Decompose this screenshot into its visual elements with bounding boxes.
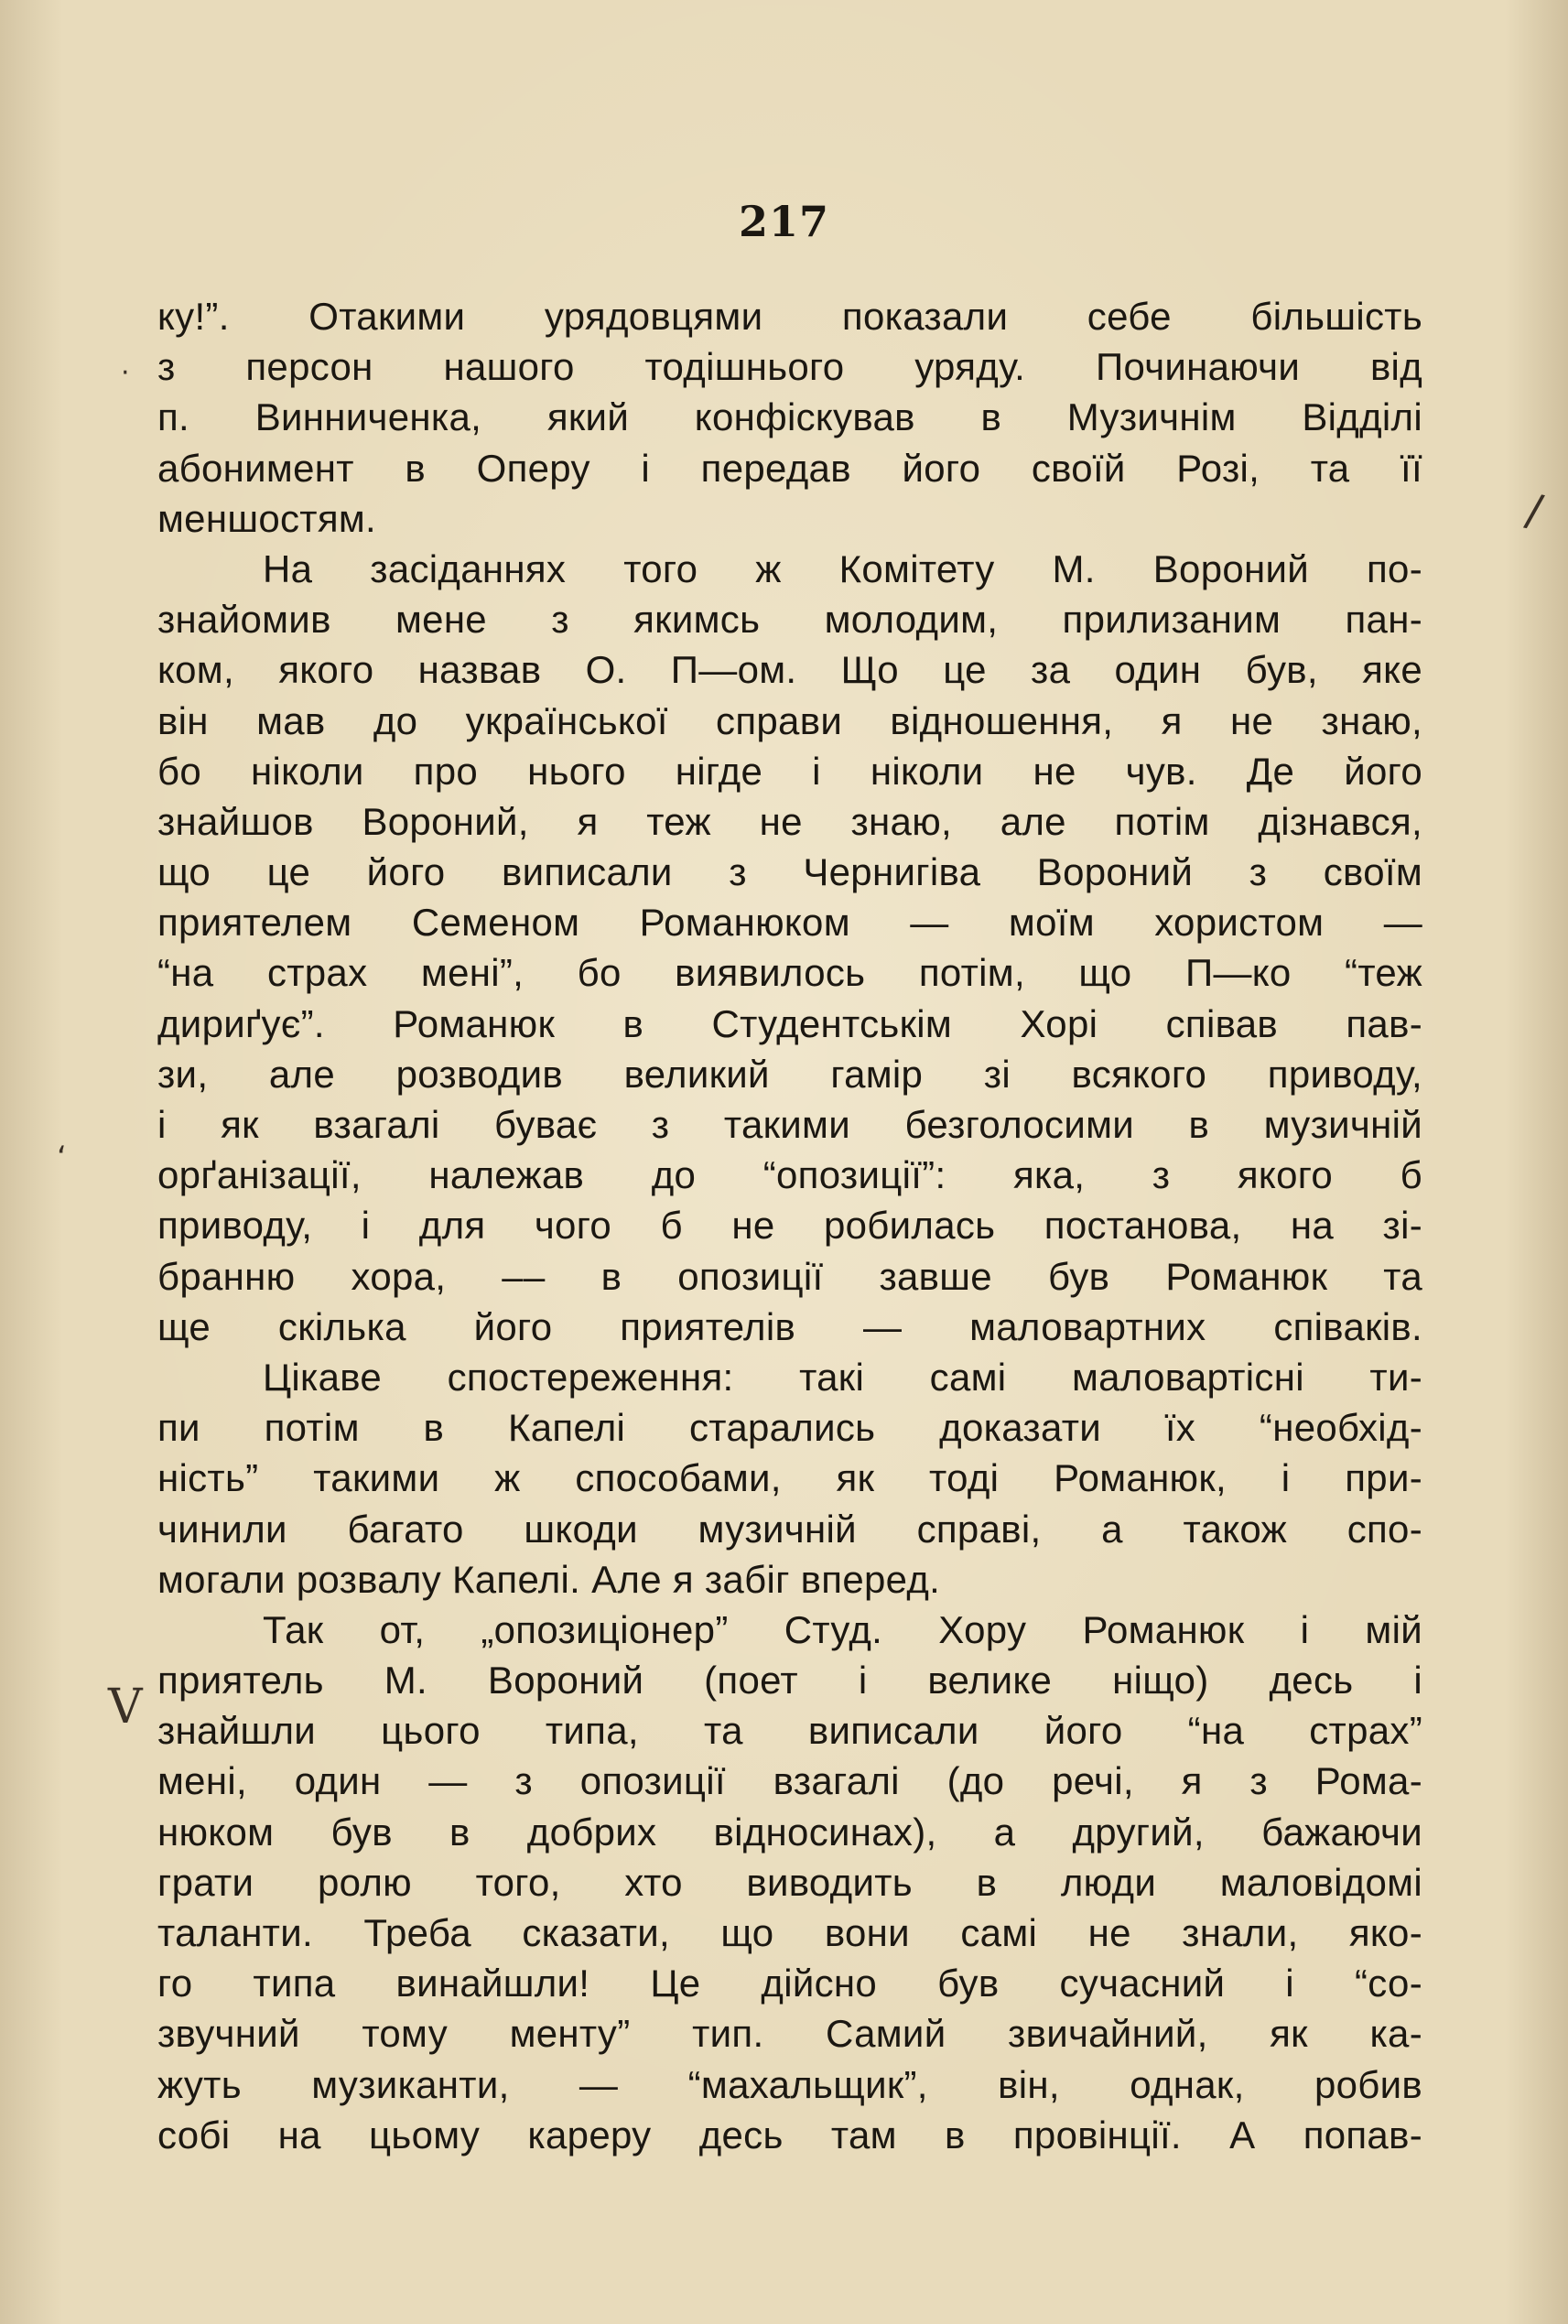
margin-slash-mark: / (1521, 483, 1547, 538)
text-line: приятелем Семеном Романюком — моїм хористом — (157, 901, 1422, 945)
text-line: мені, один — з опозиції взагалі (до речі, я з Рома- (157, 1759, 1422, 1803)
paragraph-start-line: Цікаве спостереження: такі самі маловартісні ти- (263, 1355, 1422, 1399)
text-line: знайомив мене з якимсь молодим, прилизаним пан- (157, 598, 1422, 642)
text-line: знайшов Вороний, я теж не знаю, але потім дізнався, (157, 799, 1422, 843)
text-line: зи, але розводив великий гамір зі всякого приводу, (157, 1052, 1422, 1096)
text-line: нюком був в добрих відносинах), а другий, бажаючи (157, 1810, 1422, 1854)
text-line: що це його виписали з Чернигіва Вороний з своїм (157, 850, 1422, 894)
text-line: з персон нашого тодішнього уряду. Починаючи від (157, 345, 1422, 389)
text-line: дириґує”. Романюк в Студентськім Хорі співав пав- (157, 1001, 1422, 1045)
paragraph-start-line: Так от, „опозиціонер” Студ. Хору Романюк і мій (263, 1607, 1422, 1651)
text-line: бо ніколи про нього нігде і ніколи не чув. Де його (157, 749, 1422, 793)
margin-check-mark: V (108, 1680, 143, 1735)
text-line: пи потім в Капелі старались доказати їх “необхід- (157, 1406, 1422, 1450)
text-line: жуть музиканти, — “махальщик”, він, однак, робив (157, 2062, 1422, 2106)
text-line: бранню хора, –– в опозиції завше був Романюк та (157, 1254, 1422, 1298)
text-line: приводу, і для чого б не робилась постанова, на зі- (157, 1204, 1422, 1248)
paragraph-start-line: На засіданнях того ж Комітету М. Вороний по- (263, 546, 1422, 590)
text-line: могали розвалу Капелі. Але я забіг вперед. (157, 1557, 941, 1601)
text-line: знайшли цього типа, та виписали його “на страх” (157, 1709, 1422, 1753)
text-line: ку!”. Отакими урядовцями показали себе більшість (157, 295, 1422, 338)
text-line: приятель М. Вороний (поет і велике ніщо) десь і (157, 1659, 1422, 1702)
text-line: чинили багато шкоди музичній справі, а також спо- (157, 1507, 1422, 1551)
text-line: і як взагалі буває з такими безголосими в музичній (157, 1103, 1422, 1146)
text-line: “на страх мені”, бо виявилось потім, що П—ко “теж (157, 951, 1422, 995)
text-line: орґанізації, належав до “опозиції”: яка, з якого б (157, 1153, 1422, 1197)
text-line: меншостям. (157, 496, 377, 540)
text-line: ком, якого назвав О. П—ом. Що це за один був, яке (157, 648, 1422, 692)
text-line: звучний тому менту” тип. Самий звичайний, як ка- (157, 2012, 1422, 2056)
page-number: 217 (738, 197, 830, 246)
text-line: собі на цьому кареру десь там в провінції. А попав- (157, 2113, 1422, 2156)
text-line: грати ролю того, хто виводить в люди маловідомі (157, 1860, 1422, 1904)
margin-tick-mark: ‘ (57, 1140, 67, 1176)
text-line: ще скілька його приятелів — маловартних співаків. (157, 1304, 1422, 1348)
text-line: абонимент в Оперу і передав його своїй Розі, та її (157, 446, 1422, 490)
text-line: п. Винниченка, який конфіскував в Музичнім Відділі (157, 395, 1422, 439)
body-text (157, 291, 1422, 2160)
text-line: ність” такими ж способами, як тоді Романюк, і при- (157, 1456, 1422, 1500)
text-line: го типа винайшли! Це дійсно був сучасний і “со- (157, 1962, 1422, 2005)
text-line: він мав до української справи відношення, я не знаю, (157, 698, 1422, 742)
margin-dot-mark: · (121, 357, 130, 389)
text-line: таланти. Треба сказати, що вони самі не знали, яко- (157, 1911, 1422, 1954)
